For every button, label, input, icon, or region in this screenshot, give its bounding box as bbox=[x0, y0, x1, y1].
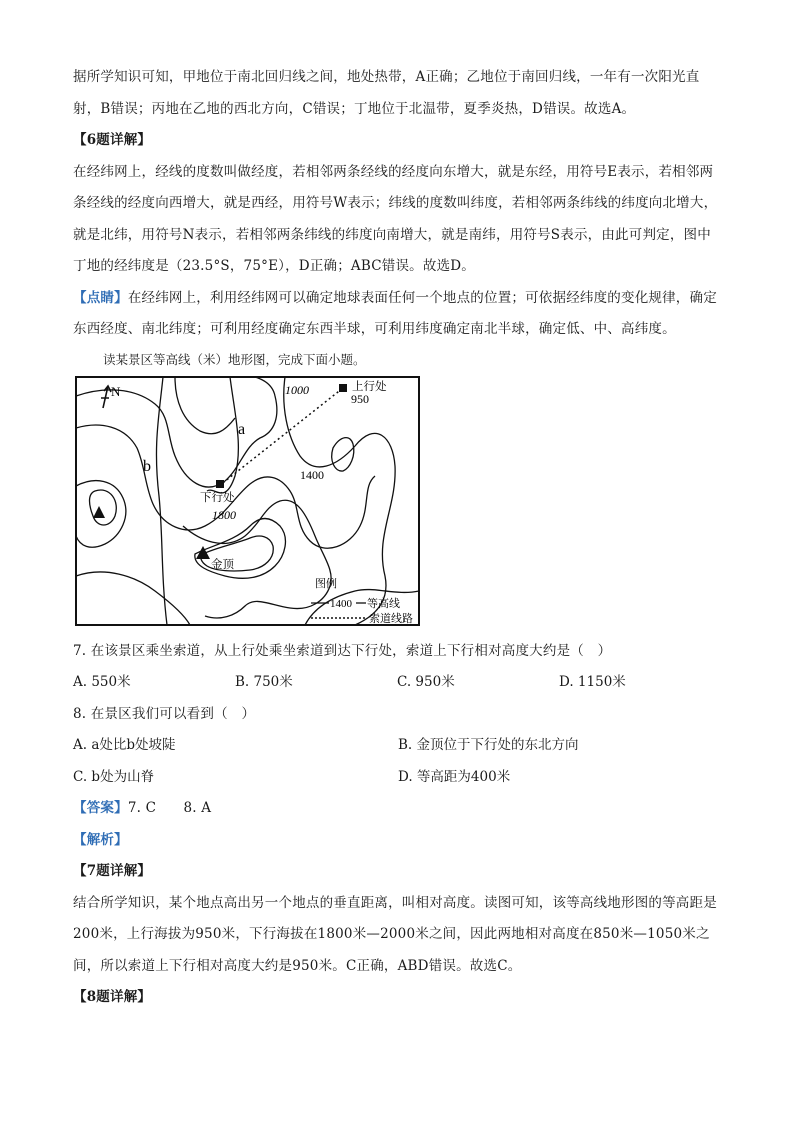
q7-header: 【7题详解】 bbox=[73, 863, 152, 879]
label-1000: 1000 bbox=[285, 382, 309, 397]
q8-header: 【8题详解】 bbox=[73, 989, 152, 1005]
q8-options-row1 bbox=[73, 730, 723, 762]
label-1400: 1400 bbox=[300, 467, 324, 482]
tip-label: 【点睛】 bbox=[73, 289, 128, 306]
legend-cable-text: 索道线路 bbox=[369, 611, 413, 625]
q6-explanation: 在经纬网上，经线的度数叫做经度，若相邻两条经线的经度向东增大，就是东经，用符号E表示，若相邻两条经线的经度向西增大，就是西经，用符号W表示；纬线的度数叫纬度，若相邻两条纬线的纬度向北增大，就是北纬，用符号N表示，若相邻两条纬线的纬度向南增大，就是南纬，用符号S表示，由此可判定，图中丁地的经纬度是（23.5°S，75°E），D正确；ABC错误。故选D。 bbox=[73, 163, 718, 274]
q8-options-row2 bbox=[73, 762, 723, 794]
point-b-label: b bbox=[143, 457, 151, 475]
analysis-label: 【解析】 bbox=[73, 831, 128, 848]
lower-station-marker bbox=[216, 480, 224, 488]
lower-station-label: 下行处 bbox=[200, 489, 235, 504]
q7-option-d: D. 1150米 bbox=[559, 674, 626, 690]
q7-option-c: C. 950米 bbox=[397, 674, 455, 690]
q8-option-d: D. 等高距为400米 bbox=[398, 768, 511, 785]
contour-map-svg bbox=[75, 376, 421, 628]
legend-contour-text: 等高线 bbox=[367, 596, 400, 610]
tip-paragraph bbox=[73, 283, 723, 346]
north-label: N bbox=[111, 383, 121, 399]
q8-option-a: A. a处比b处坡陡 bbox=[73, 737, 176, 753]
document-page bbox=[73, 62, 723, 1014]
summit-label: 金顶 bbox=[211, 556, 234, 571]
q7-option-a: A. 550米 bbox=[73, 674, 131, 690]
legend-title: 图例 bbox=[315, 576, 337, 590]
contour-map bbox=[75, 376, 421, 628]
tip-text: 在经纬网上，利用经纬网可以确定地球表面任何一个地点的位置；可依据经纬度的变化规律，确定东西经度、南北纬度；可利用经度确定东西半球，可利用纬度确定南北半球，确定低、中、高纬度。 bbox=[73, 289, 717, 337]
point-a-label: a bbox=[238, 420, 246, 438]
q6-prev-explanation: 据所学知识可知，甲地位于南北回归线之间，地处热带，A正确；乙地位于南回归线，一年有一次阳光直射，B错误；丙地在乙地的西北方向，C错误；丁地位于北温带，夏季炎热，D错误。故选A。 bbox=[73, 69, 700, 117]
q7-stem: 7. 在该景区乘坐索道，从上行处乘坐索道到达下行处，索道上下行相对高度大约是（ ） bbox=[73, 642, 612, 659]
answer-label: 【答案】 bbox=[73, 800, 128, 816]
upper-station-marker bbox=[339, 384, 347, 392]
q8-stem: 8. 在景区我们可以看到（ ） bbox=[73, 705, 256, 722]
label-950: 950 bbox=[351, 391, 369, 406]
q7-options bbox=[73, 667, 723, 699]
map-frame bbox=[76, 377, 419, 625]
question-intro: 读某景区等高线（米）地形图，完成下面小题。 bbox=[103, 351, 366, 367]
q8-option-b: B. 金顶位于下行处的东北方向 bbox=[398, 737, 579, 753]
answer-line bbox=[73, 793, 723, 825]
q7-option-b: B. 750米 bbox=[235, 674, 293, 690]
q6-header: 【6题详解】 bbox=[73, 132, 152, 148]
legend-contour-value: 1400 bbox=[330, 597, 352, 610]
q7-explanation: 结合所学知识，某个地点高出另一个地点的垂直距离，叫相对高度。读图可知，该等高线地形图的等高距是200米，上行海拔为950米，下行海拔在1800米—2000米之间，因此两地相对高度在850米—1050米之间，所以索道上下行相对高度大约是950米。C正确，ABD错误。故选C。 bbox=[73, 894, 717, 974]
label-1800: 1800 bbox=[212, 507, 236, 522]
upper-station-label: 上行处 bbox=[352, 378, 387, 393]
answer-text: 7. C 8. A bbox=[127, 800, 212, 816]
q8-option-c: C. b处为山脊 bbox=[73, 768, 155, 785]
